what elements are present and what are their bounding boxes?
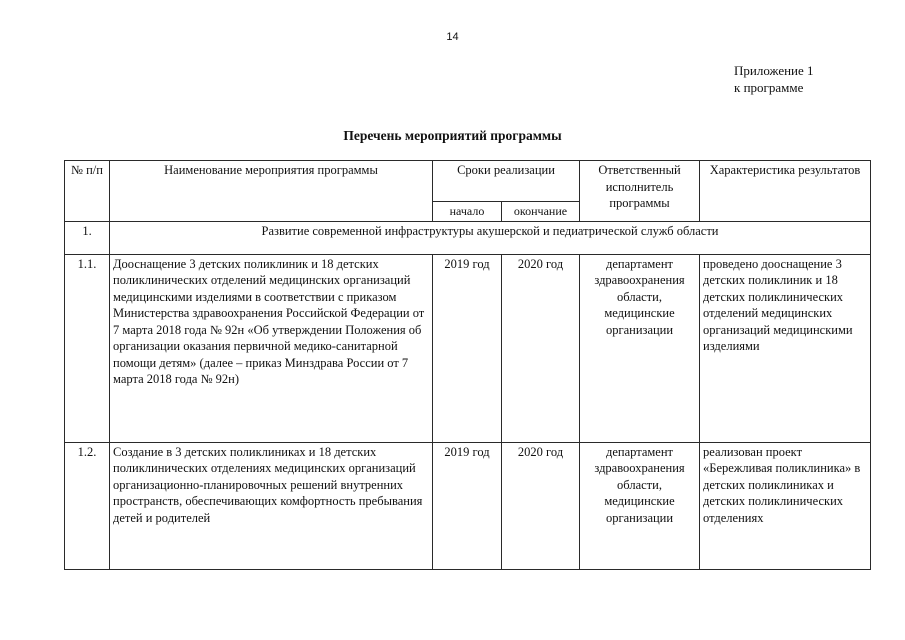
row-result: проведено дооснащение 3 детских поликлиник и 18 детских поликлинических отделений медицинских организаций медицинскими изделиями bbox=[700, 254, 871, 442]
row-start: 2019 год bbox=[433, 254, 502, 442]
row-end: 2020 год bbox=[502, 442, 580, 569]
row-executor: департамент здравоохранения области, медицинские организации bbox=[580, 254, 700, 442]
section-row bbox=[65, 221, 871, 254]
activities-table bbox=[64, 160, 871, 570]
document-title: Перечень мероприятий программы bbox=[343, 128, 562, 143]
row-activity-name: Создание в 3 детских поликлиниках и 18 детских поликлинических отделениях медицинских организаций организационно-планировочных решений внутренних пространств, обеспечивающих комфортность пребывания детей и родителей bbox=[110, 442, 433, 569]
table-row bbox=[65, 442, 871, 569]
page-number: 14 bbox=[446, 31, 459, 43]
header-start: начало bbox=[433, 202, 502, 222]
header-terms: Сроки реализации bbox=[433, 161, 580, 202]
appendix-line-1: Приложение 1 bbox=[734, 63, 814, 78]
row-executor: департамент здравоохранения области, медицинские организации bbox=[580, 442, 700, 569]
row-activity-name: Дооснащение 3 детских поликлиник и 18 детских поликлинических отделений медицинских организаций медицинскими изделиями в соответствии с приказом Министерства здравоохранения Российской Федерации от 7 марта 2018 года № 92н «Об утверждении Положения об организации оказания первичной медико-санитарной помощи детям» (далее – приказ Минздрава России от 7 марта 2018 года № 92н) bbox=[110, 254, 433, 442]
header-end: окончание bbox=[502, 202, 580, 222]
header-num: № п/п bbox=[65, 161, 110, 222]
row-end: 2020 год bbox=[502, 254, 580, 442]
table-row bbox=[65, 254, 871, 442]
section-num: 1. bbox=[65, 221, 110, 254]
appendix-line-2: к программе bbox=[734, 80, 804, 95]
header-result: Характеристика результатов bbox=[700, 161, 871, 222]
row-result: реализован проект «Бережливая поликлиника» в детских поликлиниках и детских поликлинических отделениях bbox=[700, 442, 871, 569]
header-executor: Ответственный исполнитель программы bbox=[580, 161, 700, 222]
row-num: 1.2. bbox=[65, 442, 110, 569]
row-num: 1.1. bbox=[65, 254, 110, 442]
row-start: 2019 год bbox=[433, 442, 502, 569]
section-title: Развитие современной инфраструктуры акушерской и педиатрической служб области bbox=[110, 221, 871, 254]
header-row bbox=[65, 161, 871, 202]
appendix-label bbox=[734, 62, 894, 96]
header-name: Наименование мероприятия программы bbox=[110, 161, 433, 222]
